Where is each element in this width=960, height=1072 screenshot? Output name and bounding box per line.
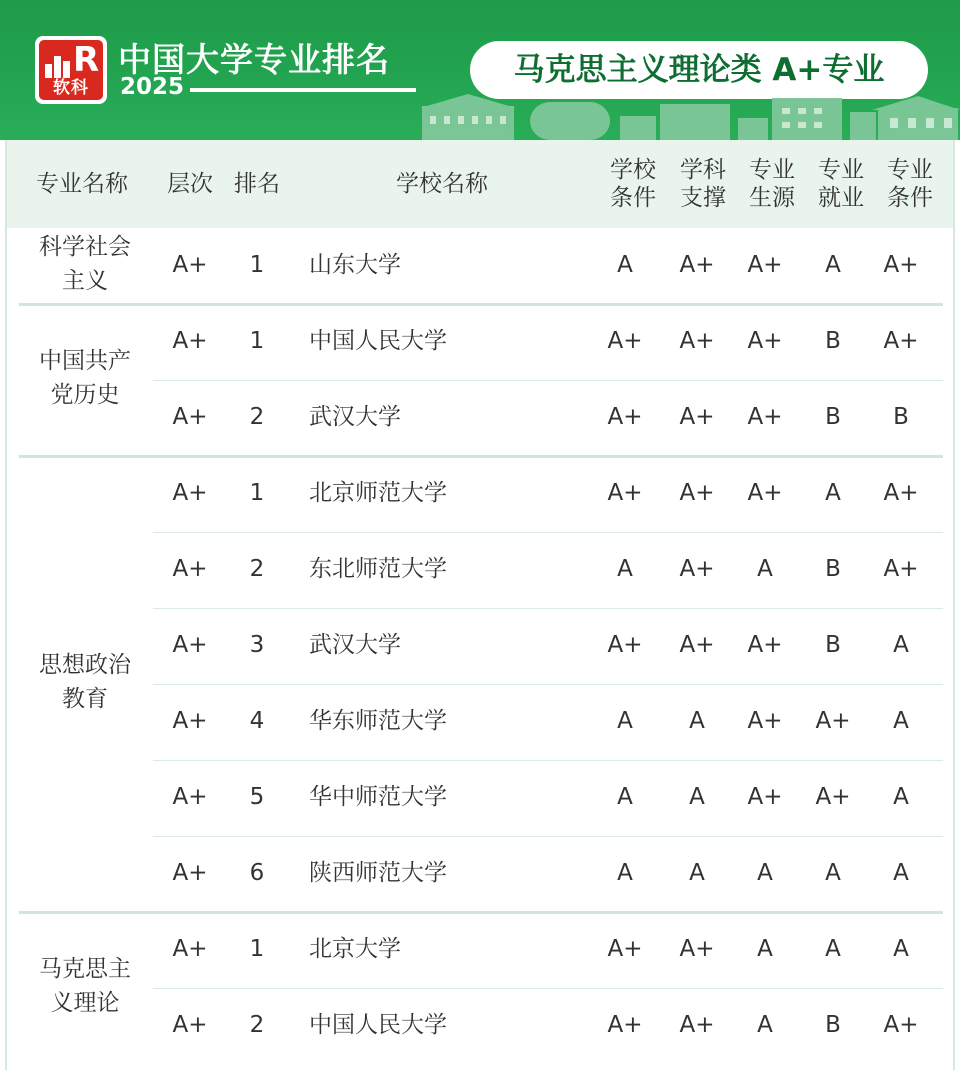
student-source-grade: A+ xyxy=(747,252,783,278)
level-cell: A+ xyxy=(172,480,208,506)
row-divider xyxy=(153,608,943,609)
col-major: 专业名称 xyxy=(36,171,128,197)
row-divider xyxy=(153,380,943,381)
school-condition-grade: A+ xyxy=(607,936,643,962)
major-condition-grade: A xyxy=(893,708,909,734)
table-header xyxy=(7,140,953,228)
subject-support-grade: A xyxy=(689,708,705,734)
student-source-grade: A xyxy=(757,936,773,962)
employment-grade: A xyxy=(825,936,841,962)
major-condition-grade: A+ xyxy=(883,252,919,278)
col-student-source: 专业 生源 xyxy=(749,157,795,211)
major-name-cell: 中国共产 党历史 xyxy=(39,348,131,408)
major-condition-grade: A+ xyxy=(883,328,919,354)
row-divider xyxy=(153,988,943,989)
major-condition-grade: A+ xyxy=(883,556,919,582)
student-source-grade: A xyxy=(757,556,773,582)
rank-cell: 1 xyxy=(249,936,265,962)
level-cell: A+ xyxy=(172,936,208,962)
school-name-cell: 华中师范大学 xyxy=(309,784,447,810)
subject-support-grade: A+ xyxy=(679,480,715,506)
major-condition-grade: A xyxy=(893,632,909,658)
school-condition-grade: A xyxy=(617,860,633,886)
employment-grade: A+ xyxy=(815,784,851,810)
school-name-cell: 陕西师范大学 xyxy=(309,860,447,886)
student-source-grade: A+ xyxy=(747,784,783,810)
student-source-grade: A+ xyxy=(747,480,783,506)
rank-cell: 2 xyxy=(249,1012,265,1038)
major-condition-grade: A xyxy=(893,784,909,810)
group-divider xyxy=(19,911,943,914)
title-underline xyxy=(190,88,416,92)
level-cell: A+ xyxy=(172,860,208,886)
employment-grade: B xyxy=(825,632,841,658)
rank-cell: 2 xyxy=(249,556,265,582)
level-cell: A+ xyxy=(172,1012,208,1038)
level-cell: A+ xyxy=(172,328,208,354)
level-cell: A+ xyxy=(172,708,208,734)
major-condition-grade: A+ xyxy=(883,1012,919,1038)
employment-grade: B xyxy=(825,1012,841,1038)
col-subject-support: 学科 支撑 xyxy=(680,157,726,211)
subject-support-grade: A+ xyxy=(679,404,715,430)
subject-support-grade: A+ xyxy=(679,252,715,278)
school-name-cell: 东北师范大学 xyxy=(309,556,447,582)
col-employment: 专业 就业 xyxy=(818,157,864,211)
employment-grade: B xyxy=(825,328,841,354)
student-source-grade: A+ xyxy=(747,632,783,658)
rank-cell: 4 xyxy=(249,708,265,734)
ranking-title: 中国大学专业排名 xyxy=(118,40,390,79)
category-pill: 马克思主义理论类 A+专业 xyxy=(470,41,928,99)
rank-cell: 6 xyxy=(249,860,265,886)
group-divider xyxy=(19,303,943,306)
school-name-cell: 中国人民大学 xyxy=(309,328,447,354)
major-name-cell: 科学社会 主义 xyxy=(39,234,131,294)
school-condition-grade: A+ xyxy=(607,328,643,354)
school-condition-grade: A xyxy=(617,252,633,278)
employment-grade: A xyxy=(825,860,841,886)
ranking-year: 2025 xyxy=(120,74,185,100)
rank-cell: 2 xyxy=(249,404,265,430)
level-cell: A+ xyxy=(172,252,208,278)
school-name-cell: 武汉大学 xyxy=(309,404,401,430)
subject-support-grade: A+ xyxy=(679,936,715,962)
employment-grade: A xyxy=(825,252,841,278)
level-cell: A+ xyxy=(172,556,208,582)
student-source-grade: A xyxy=(757,1012,773,1038)
ruanke-logo: R 软科 xyxy=(35,36,107,104)
rank-cell: 1 xyxy=(249,480,265,506)
level-cell: A+ xyxy=(172,632,208,658)
major-condition-grade: A+ xyxy=(883,480,919,506)
school-name-cell: 武汉大学 xyxy=(309,632,401,658)
major-condition-grade: A xyxy=(893,860,909,886)
student-source-grade: A+ xyxy=(747,328,783,354)
logo-brand-text: 软科 xyxy=(53,78,89,98)
school-name-cell: 北京大学 xyxy=(309,936,401,962)
school-condition-grade: A xyxy=(617,556,633,582)
major-name-cell: 马克思主 义理论 xyxy=(39,956,131,1016)
rank-cell: 1 xyxy=(249,252,265,278)
rank-cell: 1 xyxy=(249,328,265,354)
school-condition-grade: A+ xyxy=(607,632,643,658)
student-source-grade: A+ xyxy=(747,708,783,734)
school-name-cell: 华东师范大学 xyxy=(309,708,447,734)
subject-support-grade: A+ xyxy=(679,328,715,354)
student-source-grade: A xyxy=(757,860,773,886)
school-condition-grade: A+ xyxy=(607,1012,643,1038)
col-school: 学校名称 xyxy=(396,171,488,197)
row-divider xyxy=(153,684,943,685)
employment-grade: B xyxy=(825,556,841,582)
subject-support-grade: A+ xyxy=(679,556,715,582)
school-name-cell: 北京师范大学 xyxy=(309,480,447,506)
employment-grade: B xyxy=(825,404,841,430)
school-condition-grade: A+ xyxy=(607,404,643,430)
school-condition-grade: A xyxy=(617,708,633,734)
subject-support-grade: A xyxy=(689,860,705,886)
major-condition-grade: A xyxy=(893,936,909,962)
group-divider xyxy=(19,455,943,458)
page-header xyxy=(0,0,960,140)
school-name-cell: 中国人民大学 xyxy=(309,1012,447,1038)
student-source-grade: A+ xyxy=(747,404,783,430)
employment-grade: A+ xyxy=(815,708,851,734)
level-cell: A+ xyxy=(172,404,208,430)
school-condition-grade: A xyxy=(617,784,633,810)
ranking-table xyxy=(5,140,955,1070)
school-name-cell: 山东大学 xyxy=(309,252,401,278)
subject-support-grade: A xyxy=(689,784,705,810)
subject-support-grade: A+ xyxy=(679,632,715,658)
campus-skyline-illustration xyxy=(420,94,960,140)
row-divider xyxy=(153,532,943,533)
row-divider xyxy=(153,836,943,837)
col-major-condition: 专业 条件 xyxy=(887,157,933,211)
col-level: 层次 xyxy=(167,171,213,197)
subject-support-grade: A+ xyxy=(679,1012,715,1038)
school-condition-grade: A+ xyxy=(607,480,643,506)
level-cell: A+ xyxy=(172,784,208,810)
major-name-cell: 思想政治 教育 xyxy=(39,652,131,712)
major-condition-grade: B xyxy=(893,404,909,430)
rank-cell: 5 xyxy=(249,784,265,810)
rank-cell: 3 xyxy=(249,632,265,658)
col-school-condition: 学校 条件 xyxy=(610,157,656,211)
row-divider xyxy=(153,760,943,761)
employment-grade: A xyxy=(825,480,841,506)
col-rank: 排名 xyxy=(234,171,280,197)
